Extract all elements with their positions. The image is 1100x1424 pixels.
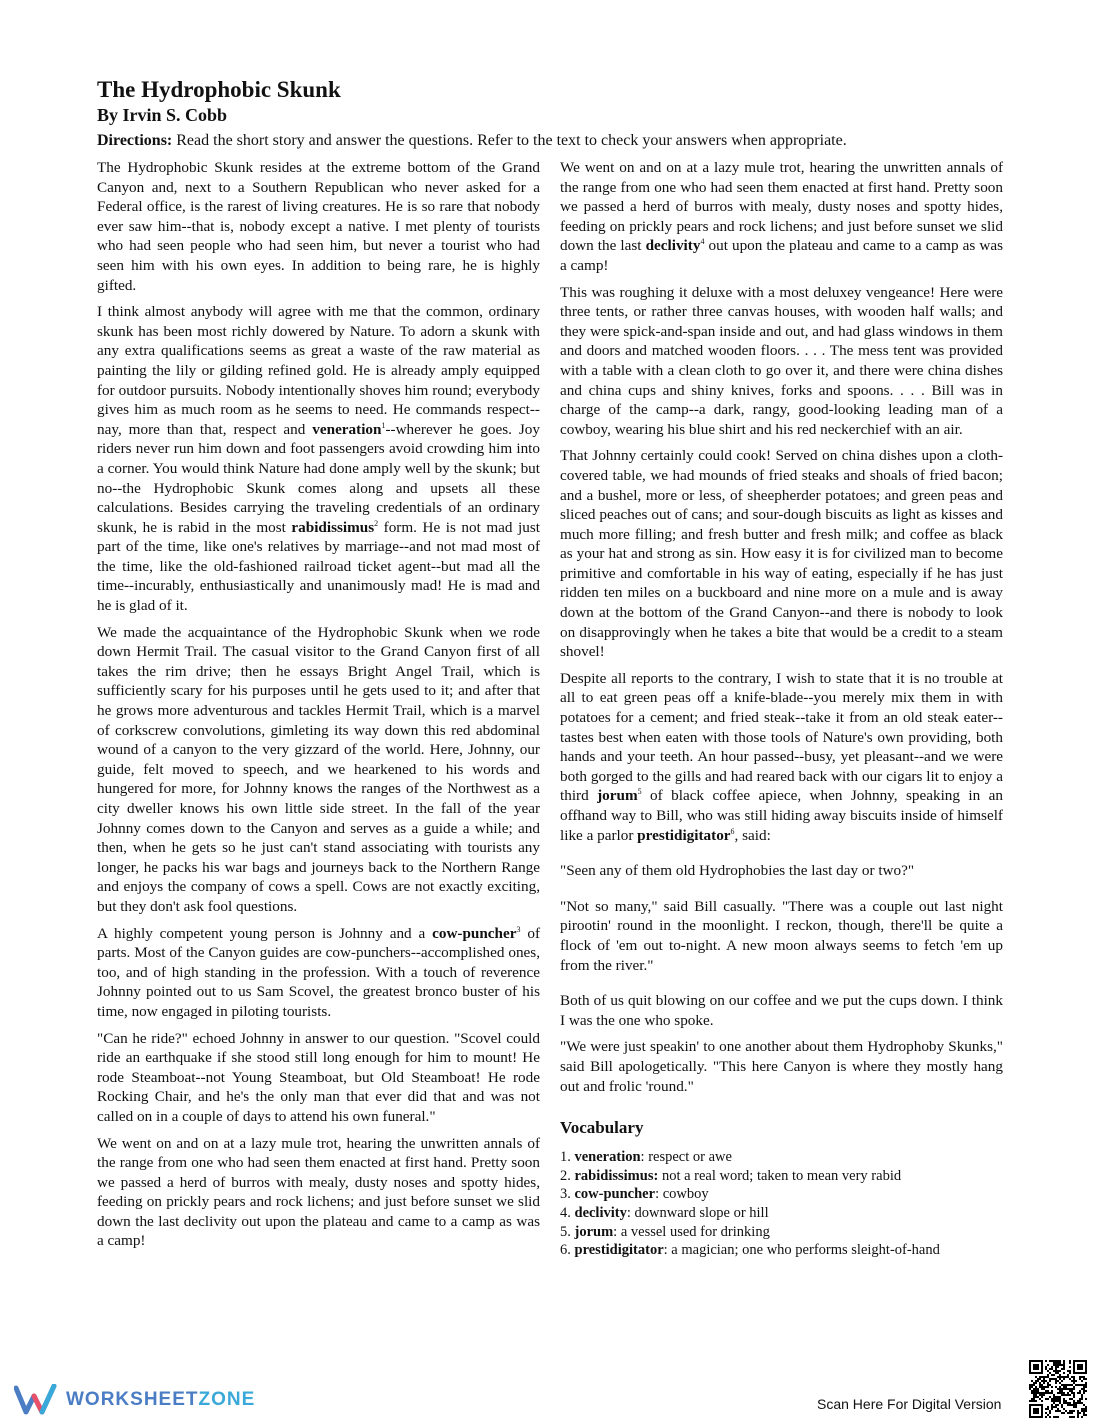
right-column-paragraph (560, 158, 1003, 276)
right-column-paragraph (560, 897, 1003, 975)
vocabulary-item (560, 1148, 1003, 1167)
story-title: The Hydrophobic Skunk (97, 77, 341, 102)
text-run: We made the acquaintance of the Hydrophobic Skunk when we rode down Hermit Trail. The casual visitor to the Grand Canyon first of all takes the rim drive; then he essays Bright Angel Trail, which is sufficiently scary for his purposes until he gets used to it; and after that he grows more adventurous and tackles Hermit Trail, which is a marvel of corkscrew convolutions, gimleting its way down this red abdominal wound of a canyon to the very gizzard of the world. Here, Johnny, our guide, felt moved to speech, and we hearkened to his words and hungered for more, for Johnny knows the ranges of the Northwest as a city dweller knows his own little side street. In the fall of the year Johnny comes down to the Canyon and serves as a guide a while; and then, when he gets so he just can't stand associating with tourists any longer, he packs his war bags and journeys back to the Northern Range and enjoys the company of cows a spell. Cows are not exactly exciting, but they don't ask fool questions. (97, 623, 540, 915)
vocab-definition: : respect or awe (640, 1149, 732, 1166)
left-column-paragraph (97, 924, 540, 1022)
text-run: "Can he ride?" echoed Johnny in answer to our question. "Scovel could ride an earthquake if she stood still long enough for him to mount! He rode Steamboat--not Young Steamboat, but Old Steamboat! He rode Rocking Chair, and he's the only man that ever did that and was not called on in a couple of days to attend his own funeral." (97, 1029, 540, 1125)
right-column-paragraph (560, 283, 1003, 440)
text-run: We went on and on at a lazy mule trot, hearing the unwritten annals of the range from one who had seen them enacted at first hand. Pretty soon we passed a herd of burros with mealy, dusty noses and spotty hides, feeding on prickly pears and rock lichens; and just before sunset we slid down the last (560, 159, 1003, 255)
right-column-paragraph (560, 991, 1003, 1030)
text-run: --wherever he goes. Joy riders never run him down and foot passengers avoid crowding him into a corner. You would think Nature had done amply well by the skunk; but no--the Hydrophobic Skunk comes along and upsets all these calculations. Besides carrying the traveling credentials of an ordinary skunk, he is rabid in the most (97, 420, 540, 536)
directions (97, 130, 1003, 152)
vocabulary-item (560, 1204, 1003, 1223)
worksheet-page (97, 76, 1003, 1260)
text-run: "We were just speakin' to one another about them Hydrophoby Skunks," said Bill apologetically. "This here Canyon is where they mostly hang out and frolic 'round." (560, 1038, 1003, 1095)
left-column-paragraph (97, 1134, 540, 1252)
text-run: of parts. Most of the Canyon guides are cow-punchers--accomplished ones, too, and of high standing in the profession. With a touch of reverence Johnny pointed out to us Sam Scovel, the greatest bronco buster of his time, now engaged in piloting tourists. (97, 924, 540, 1020)
brand-wordmark (66, 1389, 255, 1411)
text-run: That Johnny certainly could cook! Served on china dishes upon a cloth-covered table, we had mounds of fried steaks and shoals of fried bacon; and a bushel, more or less, of sheepherder potatoes; and green peas and sliced peaches out of cans; and sour-dough biscuits as light as kisses and much more filling; and fresh butter and fresh milk; and coffee as black as your hat and strong as sin. How easy it is for civilized man to become primitive and comfortable in his way of eating, especially if he has just ridden ten miles on a buckboard and nine more on a mule and is away down at the bottom of the Grand Canyon--and there is nobody to look on disapprovingly when he takes a bite that would be a credit to a steam shovel! (560, 447, 1003, 661)
footnote-marker: 5 (637, 787, 642, 797)
story-author: By Irvin S. Cobb (97, 105, 228, 125)
directions-label: Directions: (97, 132, 173, 149)
text-run: "Seen any of them old Hydrophobies the last day or two?" (560, 862, 915, 880)
text-run: I think almost anybody will agree with me that the common, ordinary skunk has been most richly dowered by Nature. To adorn a skunk with any extra qualifications seems as great a waste of the raw material as painting the lily or gilding refined gold. He is already amply equipped for outdoor pursuits. Nobody intentionally shoves him round; everybody gives him as much room as he seems to need. He commands respect--nay, more than that, respect and (97, 303, 540, 438)
text-run: of black coffee apiece, when Johnny, speaking in an offhand way to Bill, who was still hiding away biscuits inside of himself like a parlor (560, 787, 1003, 844)
vocab-term: jorum (574, 1223, 614, 1240)
text-run: form. He is not mad just part of the time, like one's relatives by marriage--and not mad most of the time, like the old-fashioned railroad ticket agent--but mad all the time--incurably, enthusiastically and unanimously mad! He is mad and he is glad of it. (97, 518, 540, 615)
scan-caption: Scan Here For Digital Version (817, 1396, 1002, 1412)
right-column-paragraph (560, 1037, 1003, 1096)
left-column (97, 158, 540, 1260)
vocab-term: rabidissimus (291, 518, 375, 536)
footnote-marker: 6 (730, 826, 735, 836)
vocab-number: 6. (560, 1242, 575, 1259)
text-run: A highly competent young person is Johnny and a (97, 924, 433, 942)
vocabulary-heading: Vocabulary (560, 1118, 644, 1138)
qr-code-icon[interactable] (1029, 1360, 1087, 1418)
footnote-marker: 1 (381, 420, 386, 430)
vocab-number: 5. (560, 1223, 575, 1240)
right-column-paragraph (560, 669, 1003, 845)
vocab-definition: not a real word; taken to mean very rabid (658, 1167, 902, 1184)
vocabulary-item (560, 1167, 1003, 1186)
text-run: We went on and on at a lazy mule trot, hearing the unwritten annals of the range from one who had seen them enacted at first hand. Pretty soon we passed a herd of burros with mealy, dusty noses and spotty hides, feeding on prickly pears and rock lichens; and just before sunset we slid down the last declivity out upon the plateau and came to a camp as was a camp! (97, 1134, 540, 1250)
vocabulary-list (560, 1148, 1003, 1260)
vocabulary-item (560, 1185, 1003, 1204)
left-column-paragraph (97, 302, 540, 616)
vocab-term: declivity (574, 1204, 627, 1221)
directions-text: Read the short story and answer the questions. Refer to the text to check your answers when appropriate. (172, 132, 847, 149)
vocab-definition: : a magician; one who performs sleight-of-hand (663, 1242, 940, 1259)
footnote-marker: 4 (700, 237, 705, 247)
text-run: , said: (734, 826, 771, 844)
brand-word-zone: ZONE (198, 1389, 256, 1410)
vocab-term: rabidissimus: (574, 1167, 659, 1184)
left-column-paragraph (97, 1029, 540, 1127)
text-run: The Hydrophobic Skunk resides at the extreme bottom of the Grand Canyon and, next to a Southern Republican who never asked for a Federal office, is the rarest of living creatures. He is so rare that nobody ever saw him--that is, nobody except a native. I met plenty of tourists who had seen people who had seen him, but never a tourist who had seen him with his own eyes. In addition to being rare, he is highly gifted. (97, 159, 540, 294)
brand-word-worksheet: WORKSHEET (66, 1389, 199, 1410)
vocab-number: 2. (560, 1167, 575, 1184)
left-column-paragraph (97, 623, 540, 917)
right-column-paragraph (560, 861, 1003, 881)
vocab-term: declivity (645, 237, 701, 255)
text-run: Both of us quit blowing on our coffee and we put the cups down. I think I was the one who spoke. (560, 992, 1003, 1029)
footnote-marker: 3 (516, 924, 521, 934)
vocab-definition: : downward slope or hill (626, 1204, 769, 1221)
vocab-number: 3. (560, 1186, 575, 1203)
footnote-marker: 2 (374, 518, 379, 528)
vocab-term: prestidigitator (637, 826, 731, 844)
vocab-term: cow-puncher (432, 924, 517, 942)
vocab-term: prestidigitator (574, 1242, 664, 1259)
story-columns (97, 158, 1003, 1260)
right-column-paragraphs (560, 158, 1003, 1096)
left-column-paragraph (97, 158, 540, 295)
vocab-term: jorum (597, 787, 638, 805)
text-run: This was roughing it deluxe with a most deluxey vengeance! Here were three tents, or rather three canvas houses, with wooden half walls; and they were spick-and-span inside and out, and had glass windows in them and doors and matched wooden floors. . . . The mess tent was provided with a table with a clean cloth to go over it, and there were china dishes and china cups and shiny knives, forks and spoons. . . . Bill was in charge of the camp--a dark, rangy, good-looking leading man of a cowboy, wearing his blue shirt and his red neckerchief with an air. (560, 283, 1003, 438)
vocab-number: 4. (560, 1204, 575, 1221)
vocabulary-item (560, 1223, 1003, 1242)
vocabulary-item (560, 1241, 1003, 1260)
vocab-definition: : cowboy (655, 1186, 709, 1203)
vocab-definition: : a vessel used for drinking (613, 1223, 770, 1240)
right-column (560, 158, 1003, 1260)
right-column-paragraph (560, 446, 1003, 662)
vocab-term: veneration (312, 420, 382, 438)
vocab-term: cow-puncher (574, 1186, 656, 1203)
worksheetzone-logo-icon (14, 1384, 60, 1416)
text-run: Despite all reports to the contrary, I wish to state that it is no trouble at all to eat green peas off a knife-blade--you merely mix them in with potatoes for a cement; and fried steak--take it from an old steak eater--tastes best when eaten with those tools of Nature's own providing, both hands and your teeth. An hour passed--busy, yet pleasant--and we were both gorged to the gills and had reared back with our cigars lit to enjoy a third (560, 669, 1003, 805)
text-run: out upon the plateau and came to a camp as was a camp! (560, 237, 1003, 274)
vocab-term: veneration (574, 1149, 641, 1166)
vocab-number: 1. (560, 1149, 575, 1166)
text-run: "Not so many," said Bill casually. "There was a couple out last night pirootin' round in the moonlight. I reckon, though, there'll be quite a flock of 'em out to-night. A new moon always seems to fetch 'em up from the river." (560, 897, 1003, 974)
worksheetzone-logo[interactable] (14, 1384, 255, 1416)
